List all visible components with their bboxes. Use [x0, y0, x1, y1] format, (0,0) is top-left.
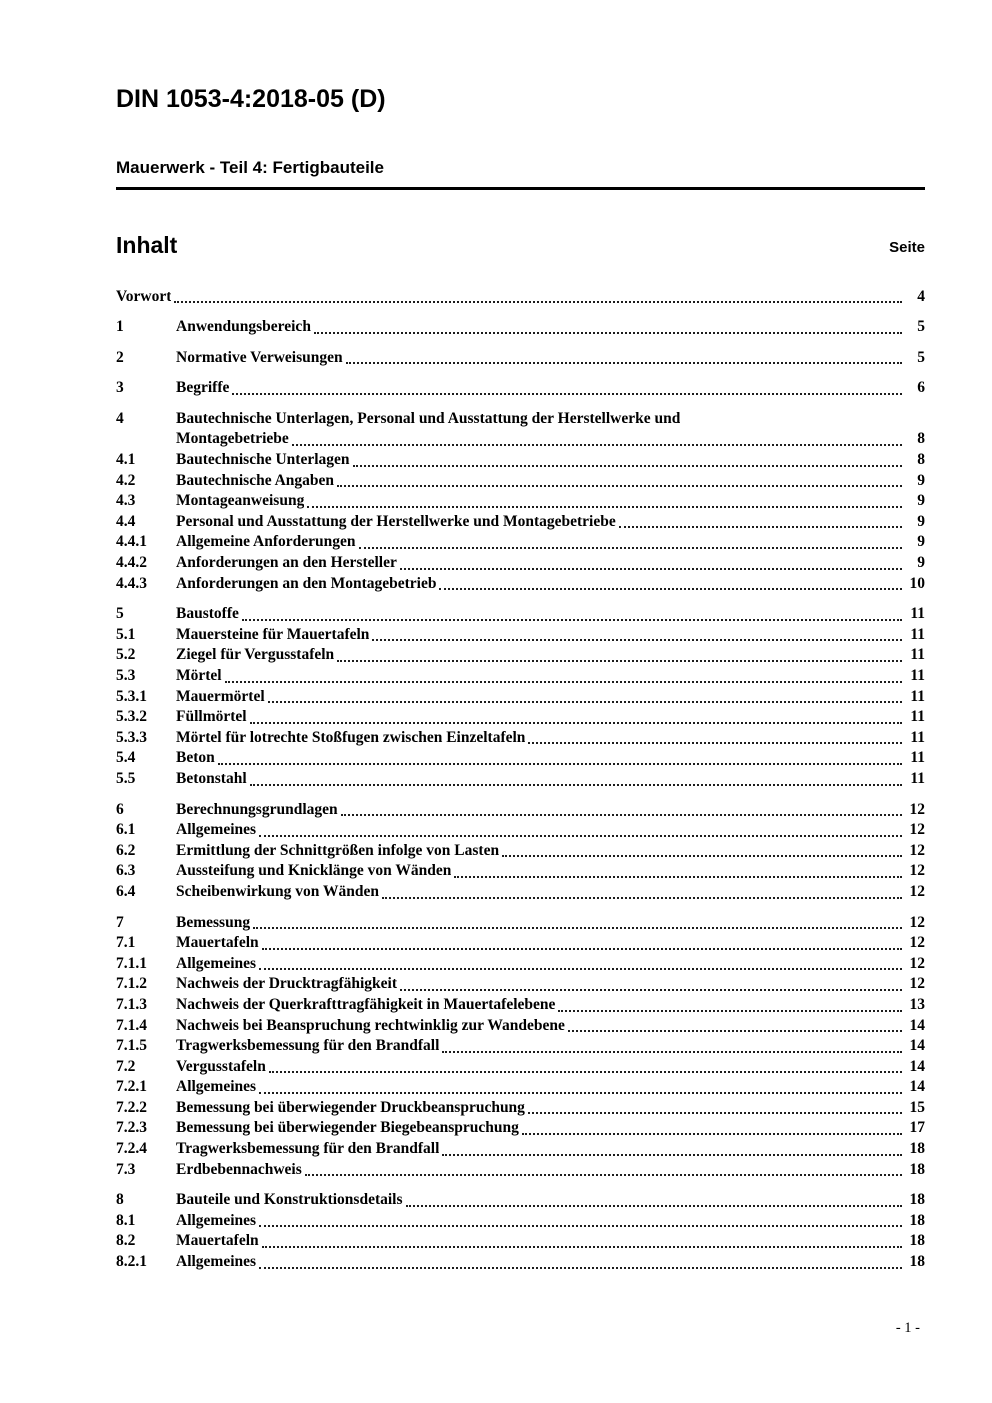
dot-leader — [341, 814, 902, 816]
toc-entry-number: 7 — [116, 913, 124, 931]
toc-entry-number: 5.4 — [116, 749, 136, 767]
toc-entry-title: Mauersteine für Mauertafeln — [176, 625, 370, 643]
toc-entry-title: Allgemeines — [176, 1253, 257, 1271]
toc-entry-page: 12 — [909, 975, 925, 993]
toc-entry-number: 5.2 — [116, 646, 136, 664]
toc-entry-title: Betonstahl — [176, 769, 247, 787]
toc-page-column-label: Seite — [889, 238, 925, 256]
toc-entry-title: Erdbebennachweis — [176, 1160, 302, 1178]
toc-entry-title: Scheibenwirkung von Wänden — [176, 882, 379, 900]
toc-entry-page: 11 — [910, 667, 925, 684]
toc-entry-title: Mörtel — [176, 667, 222, 684]
toc-entry-number: 5 — [116, 605, 124, 623]
toc-entry — [116, 800, 925, 821]
toc-entry — [116, 450, 925, 471]
dot-leader — [259, 968, 902, 970]
toc-entry-page: 12 — [909, 841, 925, 859]
toc-entry-number: 6.3 — [116, 862, 136, 880]
toc-entry — [116, 317, 925, 338]
dot-leader — [305, 1174, 902, 1176]
toc-entry-title: Bemessung — [176, 913, 251, 931]
toc-entry-number: 4 — [116, 409, 124, 427]
toc-entry-number: 7.2.2 — [116, 1098, 147, 1116]
toc-entry — [116, 841, 925, 862]
toc-entry — [116, 687, 925, 708]
toc-entry-page: 9 — [917, 492, 925, 510]
toc-entry — [116, 287, 925, 308]
toc-entry — [116, 882, 925, 903]
toc-entry-title: Nachweis der Querkrafttragfähigkeit in Mauertafelebene — [176, 995, 556, 1013]
toc-entry — [116, 1057, 925, 1078]
toc-entry-number: 8 — [116, 1191, 124, 1209]
toc-entry-page: 4 — [917, 287, 925, 305]
toc-heading: Inhalt — [116, 231, 178, 258]
dot-leader — [337, 660, 902, 662]
toc-entry-page: 12 — [909, 934, 925, 952]
toc-entry-number: 5.1 — [116, 625, 136, 643]
dot-leader — [268, 701, 902, 703]
dot-leader — [528, 742, 902, 744]
toc-entry-number: 7.1.1 — [116, 954, 147, 972]
toc-entry-title: Anforderungen an den Hersteller — [176, 554, 397, 572]
toc-entry-page: 12 — [909, 862, 925, 880]
toc-entry — [116, 954, 925, 975]
toc-entry-page: 12 — [909, 954, 925, 972]
toc-entry-title: Tragwerksbemessung für den Brandfall — [176, 1037, 440, 1055]
toc-entry — [116, 1231, 925, 1252]
toc-entry-number: 8.1 — [116, 1211, 136, 1229]
dot-leader — [400, 568, 902, 570]
toc-entry-title: Vorwort — [116, 287, 172, 305]
toc-entry-page: 18 — [909, 1232, 925, 1250]
toc-entry-page: 14 — [909, 1078, 925, 1096]
toc-entry-page: 5 — [917, 348, 925, 366]
toc-entry-title: Ziegel für Vergusstafeln — [176, 646, 335, 664]
toc-entry-title: Mörtel für lotrechte Stoßfugen zwischen Einzeltafeln — [176, 728, 526, 746]
toc-entry-title: Tragwerksbemessung für den Brandfall — [176, 1140, 440, 1158]
dot-leader — [406, 1205, 902, 1207]
toc-entry-number: 5.3.3 — [116, 728, 147, 746]
toc-entry-page: 8 — [917, 451, 925, 469]
toc-entry-title: Anforderungen an den Montagebetrieb — [176, 574, 437, 592]
toc-entry-number: 1 — [116, 318, 124, 336]
dot-leader — [262, 948, 902, 950]
toc-entry-title: Baustoffe — [176, 605, 239, 623]
dot-leader — [232, 393, 902, 395]
toc-entry — [116, 728, 925, 749]
toc-entry-title: Normative Verweisungen — [176, 348, 343, 366]
toc-entry-page: 18 — [909, 1253, 925, 1271]
toc-entry — [116, 666, 925, 687]
toc-entry — [116, 512, 925, 533]
toc-entry-title: Nachweis bei Beanspruchung rechtwinklig zur Wandebene — [176, 1016, 565, 1034]
toc-entry-page: 14 — [909, 1016, 925, 1034]
toc-entry-page: 9 — [917, 554, 925, 572]
toc-entry-title: Allgemeine Anforderungen — [176, 533, 356, 551]
toc-entry-title: Vergusstafeln — [176, 1057, 266, 1075]
toc-entry-page: 11 — [910, 749, 925, 767]
toc-entry-page: 11 — [910, 605, 925, 623]
toc-entry-title: Ermittlung der Schnittgrößen infolge von Lasten — [176, 841, 500, 859]
dot-leader — [502, 855, 902, 857]
toc-entry — [116, 471, 925, 492]
toc-entry-number: 4.1 — [116, 451, 136, 469]
toc-entry-page: 11 — [910, 728, 925, 746]
dot-leader — [619, 526, 902, 528]
toc-entry-page: 12 — [909, 882, 925, 900]
toc-entry-title: Allgemeines — [176, 954, 257, 972]
toc-entry-page: 18 — [909, 1191, 925, 1209]
toc-entry-number: 4.4 — [116, 512, 136, 530]
toc-entry-title: Montageanweisung — [176, 492, 305, 510]
dot-leader — [259, 1225, 902, 1227]
dot-leader — [522, 1133, 902, 1135]
toc-entry-number: 8.2.1 — [116, 1253, 147, 1271]
toc-entry — [116, 1036, 925, 1057]
toc-entry-title: Füllmörtel — [176, 708, 247, 726]
toc-entry-title: Berechnungsgrundlagen — [176, 800, 338, 818]
dot-leader — [292, 444, 902, 446]
toc-entry — [116, 1016, 925, 1037]
dot-leader — [337, 485, 902, 487]
dot-leader — [174, 301, 902, 303]
toc-entry-title: Bauteile und Konstruktionsdetails — [176, 1191, 403, 1209]
dot-leader — [218, 763, 902, 765]
toc-entry-page: 12 — [909, 821, 925, 839]
toc-entry — [116, 1077, 925, 1098]
dot-leader — [382, 897, 902, 899]
toc-entry-title: Mauertafeln — [176, 934, 259, 952]
dot-leader — [568, 1030, 902, 1032]
toc-entry-title: Mauertafeln — [176, 1232, 259, 1250]
toc-entry-title: Bautechnische Unterlagen, Personal und Ausstattung der Herstellwerke und — [176, 409, 681, 427]
toc-entry-title-continued: Montagebetriebe — [176, 430, 289, 448]
dot-leader — [359, 547, 902, 549]
toc-entry-number: 7.1 — [116, 934, 136, 952]
document-title: DIN 1053-4:2018-05 (D) — [116, 85, 386, 113]
toc-entry — [116, 1190, 925, 1211]
document-subtitle: Mauerwerk - Teil 4: Fertigbauteile — [116, 158, 925, 190]
toc-header — [116, 231, 925, 258]
dot-leader — [269, 1071, 902, 1073]
toc-entry-number: 4.2 — [116, 471, 136, 489]
toc-entry-title: Anwendungsbereich — [176, 318, 311, 336]
toc-entry-page: 18 — [909, 1160, 925, 1178]
toc-entry-number: 5.5 — [116, 769, 136, 787]
toc-entry-number: 7.2.1 — [116, 1078, 147, 1096]
toc-entry-title: Aussteifung und Knicklänge von Wänden — [176, 862, 452, 880]
toc-entry-page: 8 — [917, 430, 925, 448]
toc-entry-page: 6 — [917, 379, 925, 397]
toc-entry-page: 11 — [910, 769, 925, 787]
toc-entry — [116, 933, 925, 954]
toc-entry-number: 5.3.1 — [116, 687, 147, 705]
toc-entry-number: 7.2.3 — [116, 1119, 147, 1137]
dot-leader — [372, 639, 902, 641]
toc-entry-number: 5.3.2 — [116, 708, 147, 726]
toc-entry-page: 11 — [910, 687, 925, 705]
toc-entry — [116, 974, 925, 995]
dot-leader — [346, 362, 902, 364]
toc-entry — [116, 861, 925, 882]
toc-entry — [116, 645, 925, 666]
toc-entry — [116, 1160, 925, 1181]
toc-entry-number: 6 — [116, 800, 124, 818]
dot-leader — [353, 465, 902, 467]
toc-entry — [116, 378, 925, 399]
dot-leader — [259, 1267, 902, 1269]
toc-entry — [116, 604, 925, 625]
toc-entry-number: 7.2.4 — [116, 1140, 147, 1158]
toc-entry — [116, 995, 925, 1016]
toc-entry-page: 9 — [917, 512, 925, 530]
toc-entry — [116, 769, 925, 790]
dot-leader — [314, 332, 902, 334]
toc-entry-page: 9 — [917, 471, 925, 489]
toc-entry-title: Allgemeines — [176, 1078, 257, 1096]
toc-entry-title: Beton — [176, 749, 215, 767]
toc-entry-number: 2 — [116, 348, 124, 366]
dot-leader — [454, 876, 902, 878]
toc-entry — [116, 1139, 925, 1160]
toc-entry — [116, 348, 925, 369]
dot-leader — [558, 1010, 902, 1012]
toc-entry-title: Bautechnische Angaben — [176, 471, 335, 489]
toc-entry — [116, 553, 925, 574]
dot-leader — [307, 506, 902, 508]
toc-entry-title: Allgemeines — [176, 821, 257, 839]
toc-entry-page: 15 — [909, 1098, 925, 1116]
toc-entry — [116, 1211, 925, 1232]
toc-entry-number: 7.3 — [116, 1160, 136, 1178]
dot-leader — [442, 1154, 902, 1156]
toc-entry — [116, 748, 925, 769]
dot-leader — [250, 722, 902, 724]
toc-entry-number: 5.3 — [116, 667, 136, 684]
dot-leader — [262, 1246, 902, 1248]
toc-entry — [116, 625, 925, 646]
toc-entry-title: Nachweis der Drucktragfähigkeit — [176, 975, 397, 993]
toc-entry-number: 4.4.1 — [116, 533, 147, 551]
toc-entry-page: 13 — [909, 995, 925, 1013]
toc-entry — [116, 820, 925, 841]
toc-entry — [116, 409, 925, 430]
dot-leader — [225, 681, 902, 683]
toc-entry-page: 11 — [910, 625, 925, 643]
toc-entry — [116, 491, 925, 512]
dot-leader — [439, 588, 902, 590]
toc-entry-number: 7.1.4 — [116, 1016, 147, 1034]
toc-entry-page: 11 — [910, 646, 925, 664]
dot-leader — [259, 835, 902, 837]
toc-entry-page: 18 — [909, 1140, 925, 1158]
toc-entry — [116, 1252, 925, 1273]
toc-entry-number: 3 — [116, 379, 124, 397]
dot-leader — [253, 927, 902, 929]
toc-entry-number: 7.1.5 — [116, 1037, 147, 1055]
dot-leader — [250, 784, 902, 786]
toc-entry-page: 14 — [909, 1037, 925, 1055]
dot-leader — [259, 1092, 902, 1094]
toc-entry — [116, 1118, 925, 1139]
toc-entry-title: Begriffe — [176, 379, 230, 397]
toc-entry-number: 7.2 — [116, 1057, 136, 1075]
toc-entry-page: 5 — [917, 318, 925, 336]
toc-entry-page: 9 — [917, 533, 925, 551]
toc-entry-page: 12 — [909, 913, 925, 931]
toc-entry-number: 4.4.3 — [116, 574, 147, 592]
toc-entry-number: 8.2 — [116, 1232, 136, 1250]
toc-entry-number: 6.1 — [116, 821, 136, 839]
toc-entry — [116, 707, 925, 728]
toc-entry-number: 4.3 — [116, 492, 136, 510]
toc-entry-page: 10 — [909, 574, 925, 592]
toc-entry-page: 17 — [909, 1119, 925, 1137]
dot-leader — [442, 1051, 902, 1053]
toc-entry-title: Mauermörtel — [176, 687, 265, 705]
dot-leader — [242, 619, 902, 621]
toc-entry — [116, 429, 925, 450]
toc-entry-number: 4.4.2 — [116, 554, 147, 572]
toc-entry-title: Bemessung bei überwiegender Biegebeanspruchung — [176, 1119, 519, 1137]
toc-list — [116, 287, 925, 1273]
toc-entry-page: 12 — [909, 800, 925, 818]
toc-entry-title: Bemessung bei überwiegender Druckbeanspruchung — [176, 1098, 525, 1116]
dot-leader — [528, 1112, 902, 1114]
toc-entry-page: 18 — [909, 1211, 925, 1229]
toc-entry-title: Personal und Ausstattung der Herstellwerke und Montagebetriebe — [176, 512, 616, 530]
toc-entry-title: Bautechnische Unterlagen — [176, 451, 350, 469]
toc-entry-page: 11 — [910, 708, 925, 726]
toc-entry-title: Allgemeines — [176, 1211, 257, 1229]
toc-entry — [116, 913, 925, 934]
page-number-footer: - 1 - — [895, 1320, 920, 1336]
toc-entry-number: 7.1.3 — [116, 995, 147, 1013]
toc-entry-number: 7.1.2 — [116, 975, 147, 993]
toc-entry — [116, 1098, 925, 1119]
toc-entry-number: 6.2 — [116, 841, 136, 859]
toc-entry-page: 14 — [909, 1057, 925, 1075]
toc-entry — [116, 574, 925, 595]
toc-entry — [116, 532, 925, 553]
dot-leader — [400, 989, 902, 991]
toc-entry-number: 6.4 — [116, 882, 136, 900]
